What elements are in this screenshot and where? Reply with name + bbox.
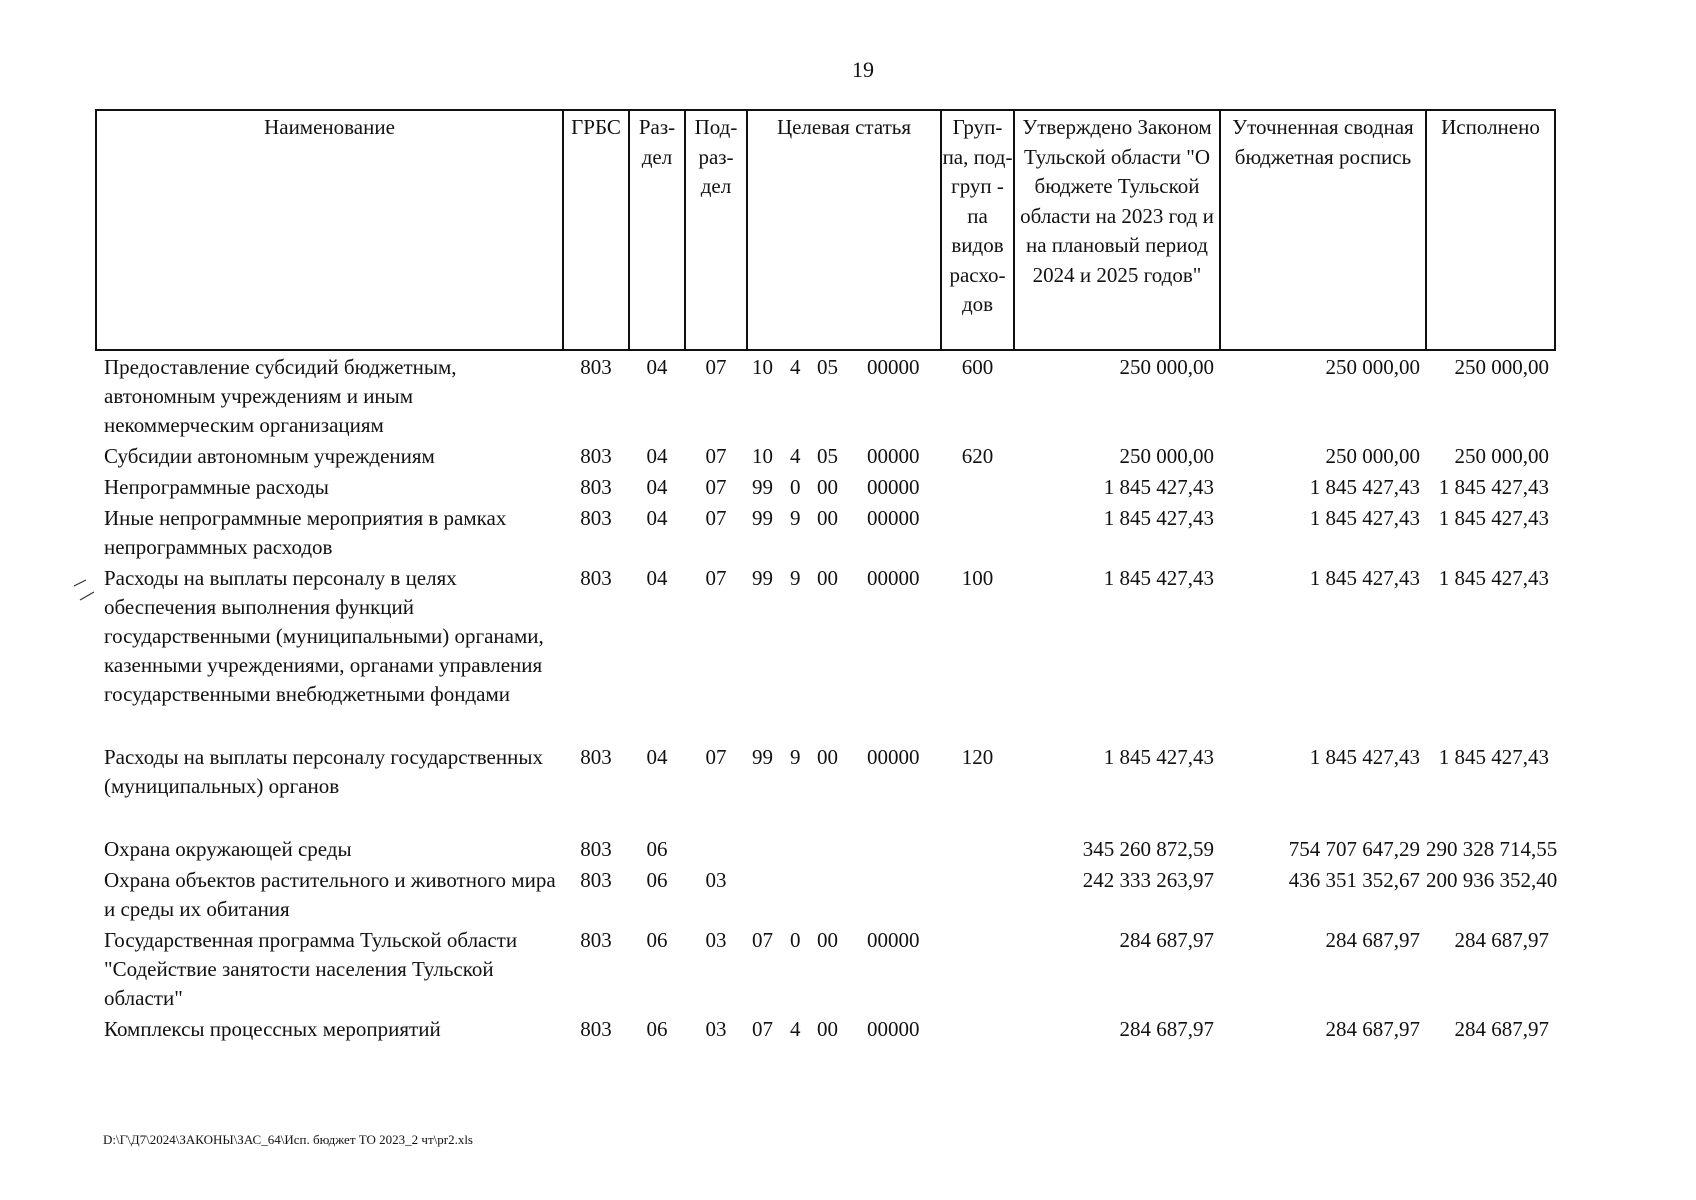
cell-approved: 250 000,00: [1119, 444, 1214, 468]
target-program: 10: [752, 444, 773, 468]
target-event: 05: [817, 355, 838, 379]
cell-target: [747, 833, 941, 864]
cell-razdel: 04: [646, 566, 668, 590]
cell-podrazdel: 03: [705, 1017, 727, 1041]
cell-group: [941, 502, 1014, 562]
cell-refined: 284 687,97: [1325, 1017, 1420, 1041]
cell-group: 100: [961, 566, 994, 590]
target-subprogram: 4: [790, 355, 801, 379]
page-number: 19: [852, 57, 874, 82]
cell-executed: 1 845 427,43: [1438, 475, 1549, 499]
cell-podrazdel: 07: [705, 506, 727, 530]
cell-refined: 250 000,00: [1325, 444, 1420, 468]
cell-name: Охрана объектов растительного и животного мира и среды их обитания: [104, 868, 556, 921]
cell-target: [747, 562, 941, 741]
target-event: 00: [817, 928, 838, 952]
cell-name: Расходы на выплаты персоналу государственных (муниципальных) органов: [104, 745, 543, 798]
target-direction: 00000: [867, 745, 920, 769]
header-razdel: Раз-дел: [629, 110, 685, 350]
cell-grbs: 803: [580, 1017, 612, 1041]
cell-razdel: 04: [646, 444, 668, 468]
table-row: [96, 440, 1555, 471]
target-direction: 00000: [867, 566, 920, 590]
cell-name: Охрана окружающей среды: [104, 837, 352, 861]
cell-target: [747, 1013, 941, 1044]
cell-refined: 250 000,00: [1325, 355, 1420, 379]
target-event: 00: [817, 1017, 838, 1041]
cell-grbs: 803: [580, 745, 612, 769]
cell-refined: 754 707 647,29: [1288, 837, 1420, 861]
target-program: 99: [752, 745, 773, 769]
cell-name: Государственная программа Тульской области "Содействие занятости населения Тульской области": [104, 928, 518, 1010]
target-direction: 00000: [867, 928, 920, 952]
cell-razdel: 04: [646, 506, 668, 530]
target-direction: 00000: [867, 355, 920, 379]
cell-approved: 242 333 263,97: [1082, 868, 1214, 892]
cell-approved: 1 845 427,43: [1103, 475, 1214, 499]
cell-razdel: 04: [646, 745, 668, 769]
cell-grbs: 803: [580, 837, 612, 861]
table-row: [96, 741, 1555, 833]
cell-refined: 1 845 427,43: [1309, 506, 1420, 530]
target-subprogram: 9: [790, 745, 801, 769]
cell-name: Предоставление субсидий бюджетным, автономным учреждениям и иным некоммерческим организациям: [104, 355, 457, 437]
cell-grbs: 803: [580, 444, 612, 468]
cell-refined: 284 687,97: [1325, 928, 1420, 952]
header-group: Груп-па, под-груп - па видов расхо-дов: [941, 110, 1014, 350]
cell-target: [747, 471, 941, 502]
table-row: [96, 864, 1555, 924]
target-program: 10: [752, 355, 773, 379]
cell-group: 120: [961, 745, 994, 769]
table-header: [96, 110, 1555, 350]
header-name: Наименование: [96, 110, 563, 350]
cell-group: [941, 864, 1014, 924]
header-grbs: ГРБС: [563, 110, 629, 350]
cell-group: [941, 471, 1014, 502]
target-event: 00: [817, 475, 838, 499]
target-event: 05: [817, 444, 838, 468]
cell-executed: 284 687,97: [1454, 1017, 1549, 1041]
cell-podrazdel: 07: [705, 566, 727, 590]
cell-razdel: 04: [646, 355, 668, 379]
target-program: 99: [752, 475, 773, 499]
target-direction: 00000: [867, 1017, 920, 1041]
cell-podrazdel: [685, 833, 747, 864]
cell-approved: 1 845 427,43: [1103, 506, 1214, 530]
cell-refined: 1 845 427,43: [1309, 566, 1420, 590]
cell-name: Комплексы процессных мероприятий: [104, 1017, 441, 1041]
cell-refined: 1 845 427,43: [1309, 475, 1420, 499]
target-program: 07: [752, 928, 773, 952]
target-event: 00: [817, 506, 838, 530]
cell-razdel: 06: [646, 1017, 668, 1041]
cell-executed: 284 687,97: [1454, 928, 1549, 952]
table-row: [96, 562, 1555, 741]
cell-podrazdel: 03: [705, 868, 727, 892]
target-event: 00: [817, 745, 838, 769]
cell-razdel: 04: [646, 475, 668, 499]
cell-grbs: 803: [580, 506, 612, 530]
cell-podrazdel: 07: [705, 745, 727, 769]
cell-group: [941, 1013, 1014, 1044]
cell-target: [747, 741, 941, 833]
cell-razdel: 06: [646, 928, 668, 952]
cell-refined: 436 351 352,67: [1288, 868, 1420, 892]
target-program: 07: [752, 1017, 773, 1041]
cell-target: [747, 502, 941, 562]
target-program: 99: [752, 566, 773, 590]
target-subprogram: 9: [790, 566, 801, 590]
table-body: [96, 350, 1558, 1044]
cell-grbs: 803: [580, 475, 612, 499]
cell-podrazdel: 07: [705, 355, 727, 379]
cell-group: 620: [961, 444, 994, 468]
cell-grbs: 803: [580, 868, 612, 892]
header-approved: Утверждено Законом Тульской области "О бюджете Тульской области на 2023 год и на плановый период 2024 и 2025 годов": [1014, 110, 1220, 350]
cell-approved: 250 000,00: [1119, 355, 1214, 379]
cell-group: [941, 924, 1014, 1013]
target-direction: 00000: [867, 506, 920, 530]
cell-podrazdel: 03: [705, 928, 727, 952]
cell-executed: 1 845 427,43: [1438, 566, 1549, 590]
footer-file-path: D:\Г\Д7\2024\ЗАКОНЫ\ЗАС_64\Исп. бюджет ТО 2023_2 чт\pr2.xls: [103, 1132, 473, 1147]
cell-target: [747, 350, 941, 440]
header-executed: Исполнено: [1426, 110, 1555, 350]
cell-grbs: 803: [580, 566, 612, 590]
table-row: [96, 833, 1555, 864]
cell-approved: 284 687,97: [1119, 1017, 1214, 1041]
table-row: [96, 502, 1555, 562]
budget-table: [95, 109, 1556, 1044]
cell-refined: 1 845 427,43: [1309, 745, 1420, 769]
cell-approved: 345 260 872,59: [1082, 837, 1214, 861]
target-subprogram: 0: [790, 475, 801, 499]
cell-executed: 200 936 352,40: [1426, 868, 1558, 892]
cell-target: [747, 924, 941, 1013]
cell-group: 600: [961, 355, 994, 379]
cell-executed: 250 000,00: [1454, 444, 1549, 468]
cell-approved: 284 687,97: [1119, 928, 1214, 952]
cell-grbs: 803: [580, 928, 612, 952]
table-row: [96, 471, 1555, 502]
cell-approved: 1 845 427,43: [1103, 745, 1214, 769]
cell-executed: 1 845 427,43: [1438, 506, 1549, 530]
cell-target: [747, 440, 941, 471]
cell-executed: 250 000,00: [1454, 355, 1549, 379]
cell-podrazdel: 07: [705, 475, 727, 499]
target-direction: 00000: [867, 444, 920, 468]
target-program: 99: [752, 506, 773, 530]
cell-executed: 290 328 714,55: [1426, 837, 1558, 861]
cell-approved: 1 845 427,43: [1103, 566, 1214, 590]
header-podrazdel: Под-раз-дел: [685, 110, 747, 350]
target-event: 00: [817, 566, 838, 590]
target-subprogram: 4: [790, 444, 801, 468]
cell-name: Иные непрограммные мероприятия в рамках непрограммных расходов: [104, 506, 507, 559]
target-subprogram: 9: [790, 506, 801, 530]
target-direction: 00000: [867, 475, 920, 499]
table-row: [96, 1013, 1555, 1044]
table-row: [96, 350, 1555, 440]
target-subprogram: 4: [790, 1017, 801, 1041]
table-row: [96, 924, 1555, 1013]
target-subprogram: 0: [790, 928, 801, 952]
cell-target: [747, 864, 941, 924]
cell-razdel: 06: [646, 868, 668, 892]
header-refined: Уточненная сводная бюджетная роспись: [1220, 110, 1426, 350]
cell-executed: 1 845 427,43: [1438, 745, 1549, 769]
cell-group: [941, 833, 1014, 864]
cell-name: Непрограммные расходы: [104, 475, 329, 499]
cell-podrazdel: 07: [705, 444, 727, 468]
header-target: Целевая статья: [747, 110, 941, 350]
cell-name: Расходы на выплаты персоналу в целях обеспечения выполнения функций государственными (муниципальными) органами, казенными учреждениями, органами управления государственными внебюджетными фондами: [104, 566, 544, 706]
cell-grbs: 803: [580, 355, 612, 379]
cell-name: Субсидии автономным учреждениям: [104, 444, 435, 468]
cell-razdel: 06: [646, 837, 668, 861]
